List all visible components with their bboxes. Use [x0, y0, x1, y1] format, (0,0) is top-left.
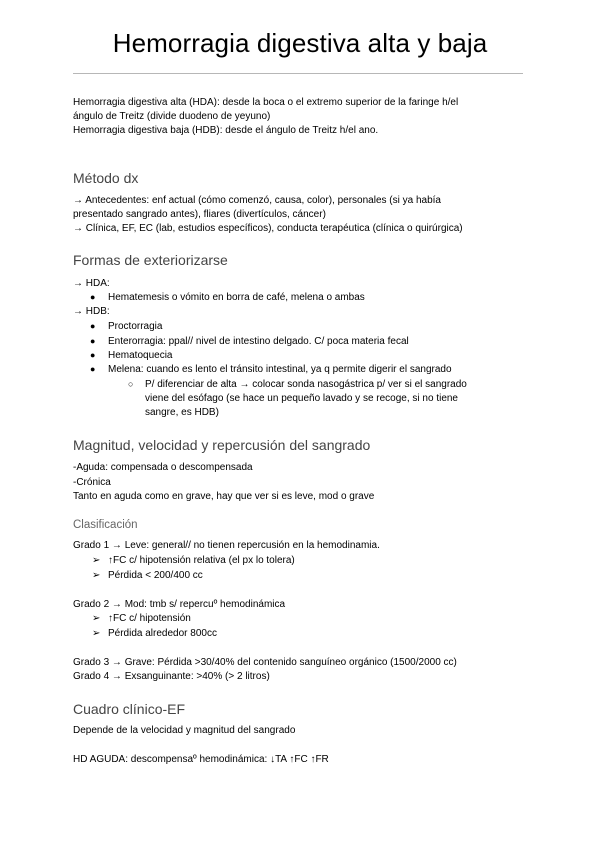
intro-line: ángulo de Treitz (divide duodeno de yeyuno): [73, 111, 271, 122]
list-item: Pérdida alrededor 800cc: [108, 628, 217, 639]
list-item: Enterorragia: ppal// nivel de intestino delgado. C/ poca materia fecal: [108, 336, 409, 347]
bullet-icon: ●: [90, 336, 96, 346]
metodo-line: presentado sangrado antes), fliares (divertículos, cáncer): [73, 209, 326, 220]
bullet-icon: ●: [90, 292, 96, 302]
sub-list-item: sangre, es HDB): [145, 407, 219, 418]
bullet-icon: ●: [90, 321, 96, 331]
intro-line: Hemorragia digestiva baja (HDB): desde el ángulo de Treitz h/el ano.: [73, 125, 379, 136]
page-title: Hemorragia digestiva alta y baja: [112, 28, 488, 58]
section-heading-metodo: Método dx: [73, 170, 139, 186]
arrowhead-bullet-icon: ➢: [92, 555, 101, 566]
list-item: Melena: cuando es lento el tránsito intestinal, ya q permite digerir el sangrado: [108, 364, 452, 375]
section-heading-formas: Formas de exteriorizarse: [73, 252, 228, 268]
list-item: ↑FC c/ hipotensión relativa (el px lo tolera): [108, 555, 295, 566]
magnitud-line: Tanto en aguda como en grave, hay que ver si es leve, mod o grave: [73, 491, 375, 502]
sub-list-item: P/ diferenciar de alta → colocar sonda nasogástrica p/ ver si el sangrado: [145, 379, 467, 390]
magnitud-line: -Crónica: [73, 477, 111, 488]
grado-line: Grado 4 → Exsanguinante: >40% (> 2 litros): [73, 671, 270, 682]
cuadro-line: HD AGUDA: descompensaº hemodinámica: ↓TA ↑FC ↑FR: [73, 754, 329, 765]
list-item: Hematoquecia: [108, 350, 173, 361]
magnitud-line: -Aguda: compensada o descompensada: [73, 462, 253, 473]
section-heading-cuadro: Cuadro clínico-EF: [73, 701, 186, 717]
grado-line: Grado 2 → Mod: tmb s/ repercuº hemodinámica: [73, 599, 286, 610]
cuadro-line: Depende de la velocidad y magnitud del sangrado: [73, 725, 296, 736]
subsection-heading-clasificacion: Clasificación: [73, 519, 138, 531]
circle-bullet-icon: ○: [128, 379, 134, 389]
title-divider: [73, 73, 523, 74]
grado-line: Grado 3 → Grave: Pérdida >30/40% del contenido sanguíneo orgánico (1500/2000 cc): [73, 657, 457, 668]
arrowhead-bullet-icon: ➢: [92, 570, 101, 581]
hda-label: → HDA:: [73, 278, 110, 289]
metodo-line: → Clínica, EF, EC (lab, estudios específicos), conducta terapéutica (clínica o quirúrgica): [73, 223, 463, 234]
hdb-label: → HDB:: [73, 306, 110, 317]
list-item: ↑FC c/ hipotensión: [108, 613, 191, 624]
list-item: Proctorragia: [108, 321, 163, 332]
grado-line: Grado 1 → Leve: general// no tienen repercusión en la hemodinamia.: [73, 540, 380, 551]
section-heading-magnitud: Magnitud, velocidad y repercusión del sangrado: [73, 437, 371, 453]
sub-list-item: viene del esófago (se hace un pequeño lavado y se recoge, si no tiene: [145, 393, 458, 404]
metodo-line: → Antecedentes: enf actual (cómo comenzó, causa, color), personales (si ya había: [73, 195, 441, 206]
intro-line: Hemorragia digestiva alta (HDA): desde la boca o el extremo superior de la faringe h/el: [73, 97, 459, 108]
bullet-icon: ●: [90, 350, 96, 360]
bullet-icon: ●: [90, 364, 96, 374]
arrowhead-bullet-icon: ➢: [92, 628, 101, 639]
list-item: Hematemesis o vómito en borra de café, melena o ambas: [108, 292, 365, 303]
list-item: Pérdida < 200/400 cc: [108, 570, 203, 581]
arrowhead-bullet-icon: ➢: [92, 613, 101, 624]
